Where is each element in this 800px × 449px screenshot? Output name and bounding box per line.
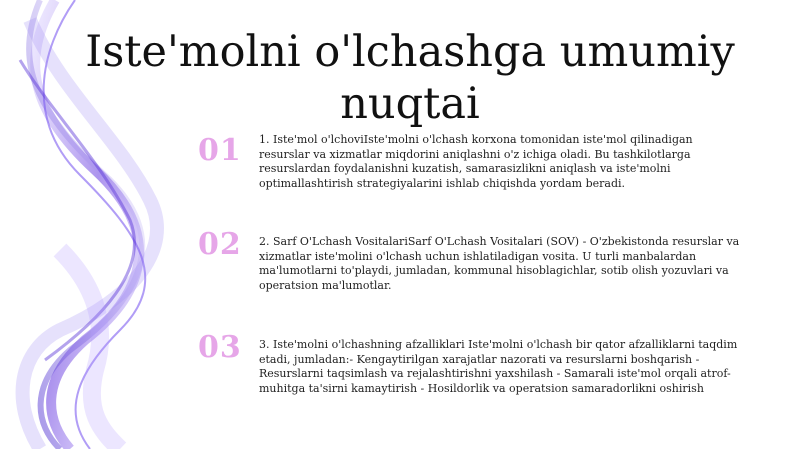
item-number: 03 bbox=[198, 330, 242, 365]
item-text: 3. Iste'molni o'lchashning afzalliklari Iste'molni o'lchash bir qator afzalliklarni taqdim etadi, jumladan:- Kengaytirilgan xarajatlar nazorati va resurslarni boshqarish - Resurslarni taqsimlash va rejalashtirishni yaxshilash - Samarali iste'mol orqali atrof-muhitga ta'sirni kamaytirish - Hosildorlik va operatsion samaradorlikni oshirish bbox=[259, 338, 738, 395]
item-text: 2. Sarf O'Lchash VositalariSarf O'Lchash Vositalari (SOV) - O'zbekistonda resurslar va xizmatlar iste'molini o'lchash uchun ishlatiladigan vosita. U turli manbalardan ma'lumotlarni to'playdi, jumladan, kommunal hisoblagichlar, sotib olish yozuvlari va operatsion ma'lumotlar. bbox=[259, 235, 740, 292]
page-title: Iste'molni o'lchashga umumiy nuqtai bbox=[85, 27, 735, 129]
item-number: 02 bbox=[198, 227, 242, 262]
item-number: 01 bbox=[198, 133, 242, 168]
item-text: 1. Iste'mol o'lchoviIste'molni o'lchash korxona tomonidan iste'mol qilinadigan resurslar va xizmatlar miqdorini aniqlashni o'z ichiga oladi. Bu tashkilotlarga resurslardan foydalanishni kuzatish, samarasizlikni aniqlash va iste'molni optimallashtirish strategiyalarini ishlab chiqishda yordam beradi. bbox=[259, 133, 693, 190]
